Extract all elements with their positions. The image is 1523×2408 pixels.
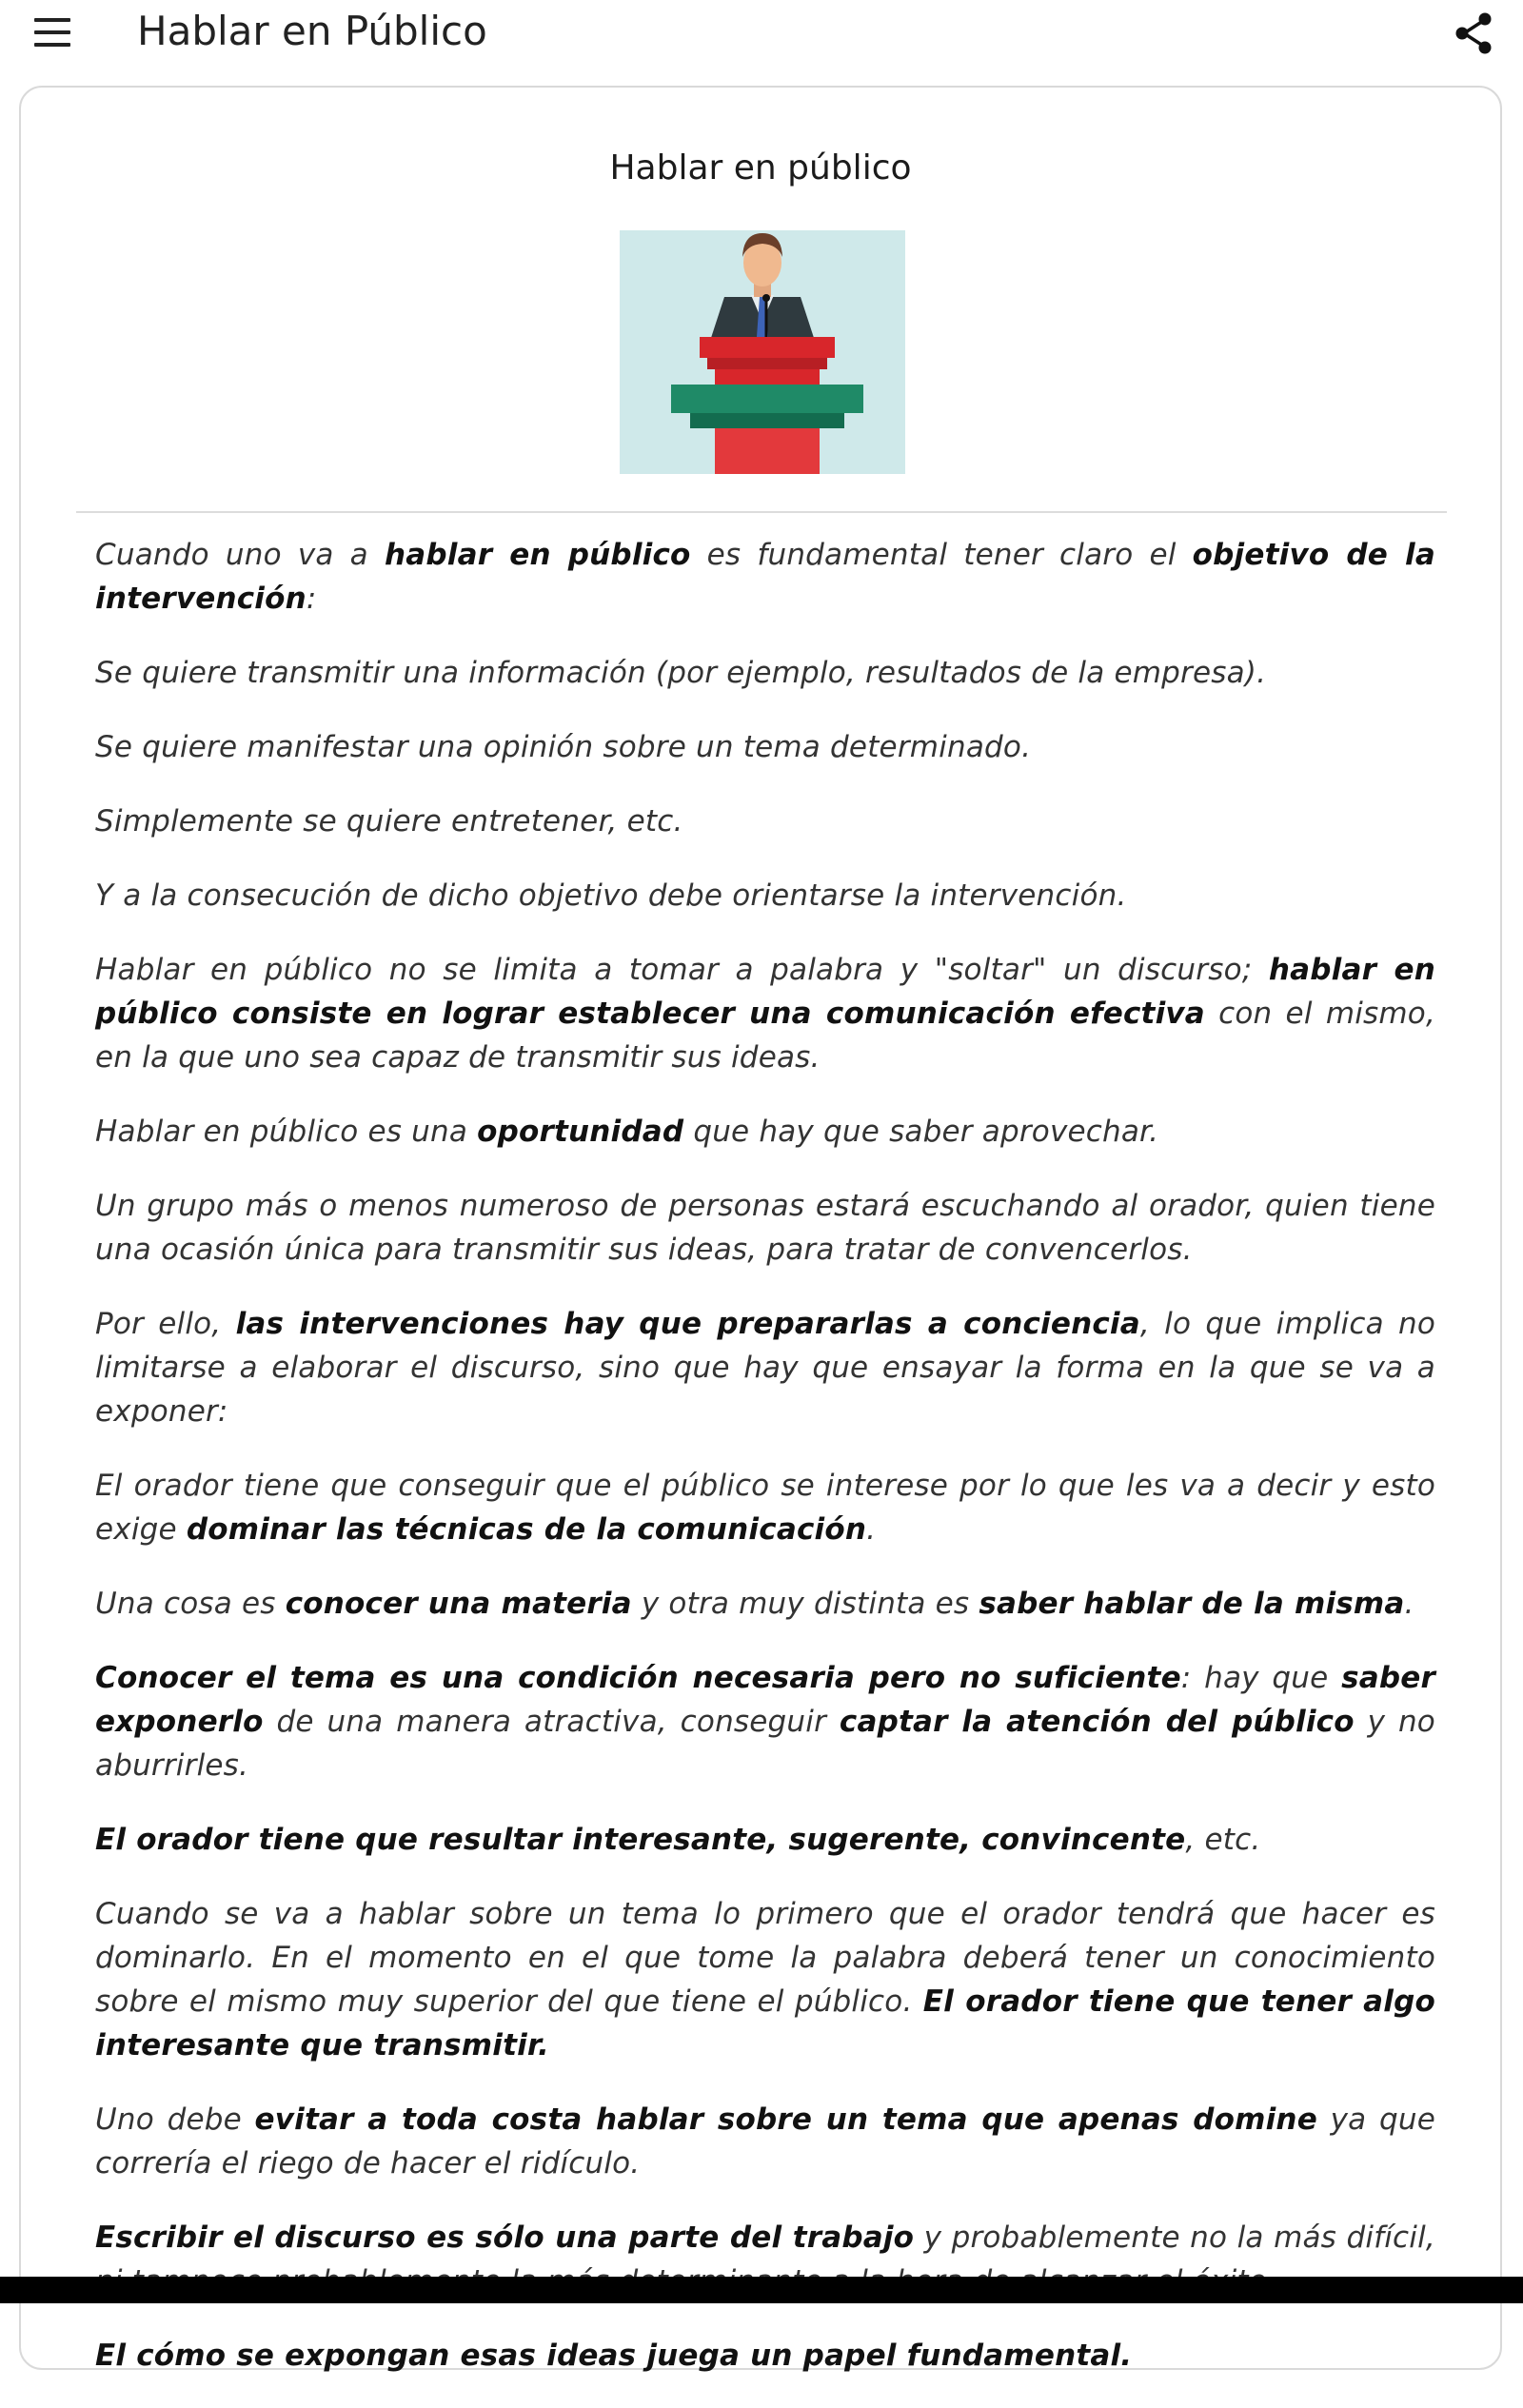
text-run: con el mismo, en la que uno sea capaz de transmitir sus ideas. — [95, 997, 1436, 1075]
article-paragraph — [95, 2098, 1435, 2185]
text-run: que hay que saber aprovechar. — [683, 1115, 1159, 1149]
text-run: es fundamental tener claro el — [690, 538, 1193, 572]
article-paragraph — [95, 1464, 1435, 1551]
text-run: . — [866, 1512, 877, 1547]
bold-text: hablar en público consiste en lograr establecer una comunicación efectiva — [95, 953, 1436, 1031]
article-paragraph — [95, 1656, 1435, 1787]
text-run: , lo que implica no limitarse a elaborar el discurso, sino que hay que ensayar la forma en la que se va a exponer: — [95, 1307, 1436, 1429]
article-paragraph — [95, 1892, 1435, 2067]
text-run: El orador tiene que conseguir que el público se interese por lo que les va a decir y esto exige — [95, 1469, 1435, 1547]
bold-text: dominar las técnicas de la comunicación — [186, 1512, 867, 1547]
text-run: Cuando uno va a — [95, 538, 385, 572]
text-run: Se quiere transmitir una información (por ejemplo, resultados de la empresa). — [95, 656, 1267, 690]
article-paragraph — [95, 533, 1435, 621]
title-divider — [76, 511, 1447, 513]
bold-text: evitar a toda costa hablar sobre un tema que apenas domine — [254, 2102, 1317, 2137]
article-card — [19, 86, 1502, 2373]
text-run: Cuando se va a hablar sobre un tema lo primero que el orador tendrá que hacer es dominarlo. En el momento en el que tome la palabra deberá tener un conocimiento sobre el mismo muy superior del que tiene el público. — [95, 1897, 1435, 2019]
article-paragraph — [95, 1184, 1435, 1272]
app-bar — [0, 0, 1523, 69]
text-run: : hay que — [1180, 1661, 1342, 1695]
text-run: Hablar en público es una — [95, 1115, 478, 1149]
text-run: Y a la consecución de dicho objetivo debe orientarse la intervención. — [95, 878, 1127, 913]
article-paragraph — [95, 725, 1435, 769]
article-paragraph — [95, 799, 1435, 843]
article-body — [95, 533, 1435, 2408]
speaker-at-podium-illustration — [620, 230, 905, 474]
bold-text: saber exponerlo — [95, 1661, 1435, 1739]
bold-text: El cómo se expongan esas ideas juega un papel fundamental. — [95, 2339, 1133, 2373]
text-run: de una manera atractiva, conseguir — [263, 1705, 840, 1739]
article-paragraph — [95, 1110, 1435, 1154]
text-run: Se quiere manifestar una opinión sobre un tema determinado. — [95, 730, 1032, 764]
bold-text: Conocer el tema es una condición necesaria pero no suficiente — [95, 1661, 1181, 1695]
bold-text: Escribir el discurso es sólo una parte del trabajo — [95, 2220, 915, 2255]
article-title: Hablar en público — [609, 148, 912, 188]
bold-text: saber hablar de la misma — [979, 1587, 1405, 1621]
article-paragraph — [95, 948, 1435, 1079]
text-run: Simplemente se quiere entretener, etc. — [95, 804, 683, 839]
text-run: Una cosa es — [95, 1587, 286, 1621]
text-run: Uno debe — [95, 2102, 255, 2137]
text-run: . — [1404, 1587, 1414, 1621]
text-run: ya que correría el riego de hacer el ridículo. — [95, 2102, 1435, 2181]
text-run: y no aburrirles. — [95, 1705, 1435, 1783]
article-paragraph — [95, 1818, 1435, 1862]
bold-text: objetivo de la intervención — [95, 538, 1435, 616]
bold-text: oportunidad — [477, 1115, 684, 1149]
system-navigation-bar — [0, 2277, 1523, 2303]
hamburger-menu-icon[interactable] — [30, 13, 76, 51]
article-paragraph — [95, 1582, 1435, 1626]
article-paragraph — [95, 651, 1435, 695]
text-run: y otra muy distinta es — [631, 1587, 979, 1621]
share-icon[interactable] — [1449, 8, 1502, 59]
text-run: Un grupo más o menos numeroso de personas estará escuchando al orador, quien tiene una ocasión única para transmitir sus ideas, para tratar de convencerlos. — [95, 1189, 1435, 1267]
text-run: , etc. — [1185, 1823, 1261, 1857]
article-paragraph — [95, 1302, 1435, 1433]
article-paragraph — [95, 2334, 1435, 2378]
bold-text: El orador tiene que resultar interesante, sugerente, convincente — [95, 1823, 1186, 1857]
text-run: y probablemente no la más difícil, — [923, 2220, 1435, 2255]
app-title: Hablar en Público — [137, 8, 487, 54]
bold-text: hablar en público — [384, 538, 691, 572]
text-run: Hablar en público no se limita a tomar a palabra y "soltar" un discurso; — [95, 953, 1269, 987]
bold-text: El orador tiene que tener algo interesante que transmitir. — [95, 1984, 1436, 2063]
bold-text: conocer una materia — [285, 1587, 632, 1621]
text-run: : — [306, 582, 317, 616]
bold-text: las intervenciones hay que prepararlas a conciencia — [235, 1307, 1140, 1341]
article-paragraph — [95, 874, 1435, 918]
text-run: Por ello, — [95, 1307, 236, 1341]
bold-text: captar la atención del público — [839, 1705, 1355, 1739]
